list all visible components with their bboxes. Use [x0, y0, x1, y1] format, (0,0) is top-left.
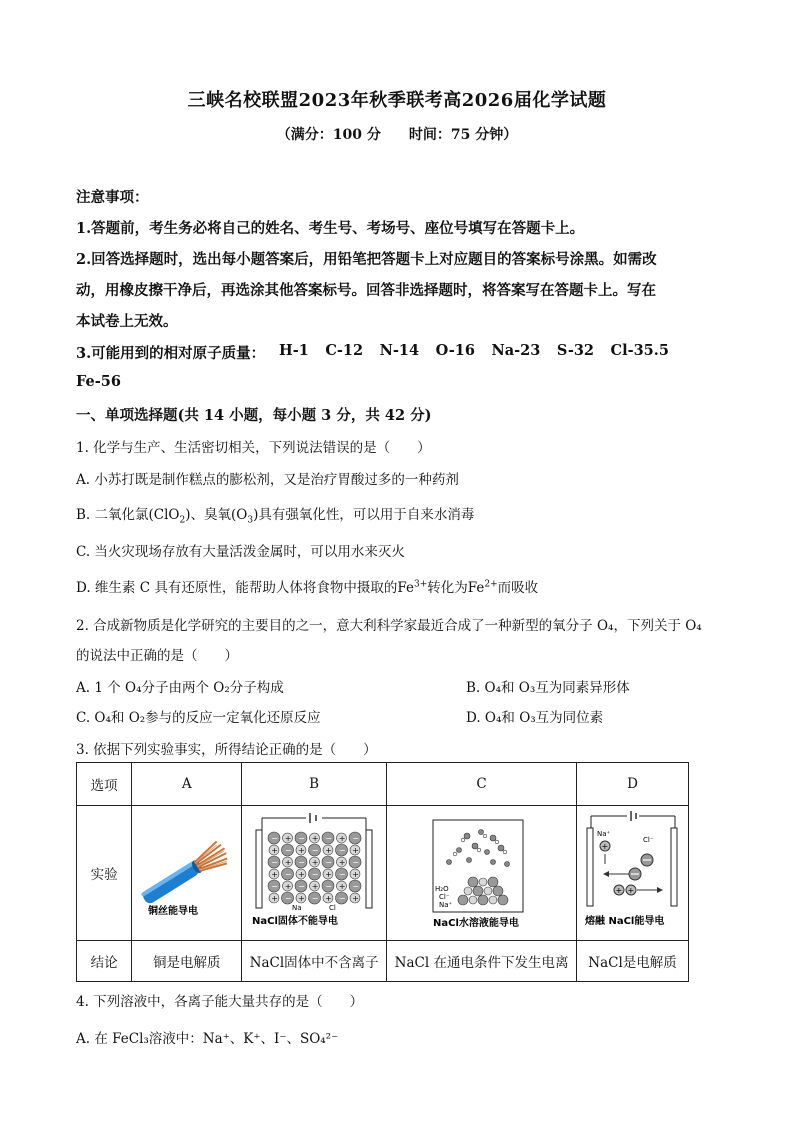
- table-header-cell: C: [387, 763, 577, 806]
- ion-lattice: [268, 832, 361, 904]
- ion-charge-sign: +: [271, 870, 279, 879]
- atomic-mass: H-1: [279, 342, 309, 359]
- ion-charge-sign: −: [271, 882, 279, 891]
- notice-item-3-label: 3.可能用到的相对原子质量：: [76, 345, 266, 362]
- ion-charge-sign: −: [311, 870, 319, 879]
- chloride-ion: [498, 895, 508, 905]
- label-cl: Cl: [329, 904, 336, 912]
- ion-charge-sign: +: [325, 846, 333, 855]
- question-3-stem: 3. 依据下列实验事实，所得结论正确的是（ ）: [76, 742, 377, 758]
- ion-charge-sign: +: [298, 894, 306, 903]
- ion-charge-sign: +: [325, 894, 333, 903]
- ion-charge-sign: +: [352, 894, 360, 903]
- label-h2o: H₂O: [434, 885, 449, 893]
- table-header-cell: D: [577, 763, 689, 806]
- chloride-ion: [468, 877, 478, 887]
- svg-text:+: +: [615, 886, 622, 895]
- ion-charge-sign: −: [325, 882, 333, 891]
- ion-charge-sign: −: [284, 870, 292, 879]
- ion-charge-sign: −: [284, 846, 292, 855]
- atomic-mass: Na-23: [491, 342, 541, 359]
- svg-text:+: +: [627, 886, 634, 895]
- question-2-stem-line-1: 2. 合成新物质是化学研究的主要目的之一，意大利科学家最近合成了一种新型的氧分子 O₄，下列关于 O₄: [76, 618, 702, 634]
- copper-wire-illustration: [134, 806, 240, 936]
- ion-charge-sign: −: [298, 834, 306, 843]
- ion-charge-sign: −: [271, 834, 279, 843]
- ion-charge-sign: +: [338, 882, 346, 891]
- ion-charge-sign: +: [311, 834, 319, 843]
- caption-a: 铜丝能导电: [147, 906, 198, 917]
- ion-charge-sign: −: [271, 858, 279, 867]
- sodium-ion: [484, 887, 492, 895]
- ion-charge-sign: −: [311, 846, 319, 855]
- ion-charge-sign: +: [284, 882, 292, 891]
- caption-c: NaCl水溶液能导电: [432, 918, 519, 929]
- ion-charge-sign: −: [338, 894, 346, 903]
- atomic-mass: O-16: [435, 342, 475, 359]
- label-cl-ion: Cl⁻: [642, 836, 654, 844]
- atomic-mass: S-32: [556, 342, 595, 359]
- page-title: 三峡名校联盟2023年秋季联考高2026届化学试题: [187, 90, 607, 111]
- ion-charge-sign: +: [298, 870, 306, 879]
- conclusion-cell: NaCl 在通电条件下发生电离: [387, 941, 577, 982]
- notice-item-1: 1.答题前，考生务必将自己的姓名、考生号、考场号、座位号填写在答题卡上。: [76, 220, 585, 237]
- question-1-stem: 1. 化学与生产、生活密切相关，下列说法错误的是（ ）: [76, 440, 431, 456]
- question-2-option-c: C. O₄和 O₂参与的反应一定氧化还原反应: [76, 710, 321, 726]
- conclusion-cell: NaCl是电解质: [577, 941, 689, 982]
- label-na-ion: Na⁺: [596, 830, 610, 838]
- sodium-ion: [464, 887, 472, 895]
- ion-charge-sign: +: [298, 846, 306, 855]
- exam-meta: （满分：100 分 时间：75 分钟）: [276, 127, 518, 143]
- question-1-option-d: D. 维生素 C 具有还原性，能帮助人体将食物中摄取的$Fe^{3+}$转化为$Fe^{2+}$而吸收: [76, 579, 539, 596]
- atomic-mass: N-14: [379, 342, 420, 359]
- notice-item-2-line-3: 本试卷上无效。: [76, 313, 178, 330]
- ion-charge-sign: −: [352, 834, 360, 843]
- table-header-cell: B: [242, 763, 387, 806]
- question-1-option-a: A. 小苏打既是制作糕点的膨松剂，又是治疗胃酸过多的一种药剂: [76, 472, 459, 488]
- sodium-ion: [489, 896, 497, 904]
- ion-charge-sign: −: [325, 834, 333, 843]
- ion-charge-sign: −: [352, 858, 360, 867]
- nacl-solution-illustration: [389, 806, 575, 936]
- ion-charge-sign: −: [352, 882, 360, 891]
- chloride-ion: [478, 895, 488, 905]
- question-2-option-a: A. 1 个 O₄分子由两个 O₂分子构成: [76, 680, 284, 696]
- question-2-option-b: B. O₄和 O₃互为同素异形体: [466, 680, 630, 696]
- ion-charge-sign: +: [352, 846, 360, 855]
- table-row: [77, 941, 689, 982]
- sodium-ion: [479, 878, 487, 886]
- table-header-cell: A: [132, 763, 242, 806]
- table-header-row: [77, 763, 689, 806]
- sodium-ion: [469, 896, 477, 904]
- nacl-solid-illustration: [244, 806, 384, 936]
- svg-text:+: +: [601, 842, 608, 851]
- molten-nacl-illustration: [579, 806, 687, 936]
- table-row: [77, 806, 689, 941]
- ion-charge-sign: +: [338, 858, 346, 867]
- table-header-cell: 选项: [77, 763, 132, 806]
- label-na-plus: Na⁺: [438, 901, 452, 909]
- question-2-stem-line-2: 的说法中正确的是（ ）: [76, 648, 238, 664]
- notice-item-2-line-2: 动，用橡皮擦干净后，再选涂其他答案标号。回答非选择题时，将答案写在答题卡上。写在: [76, 282, 656, 299]
- ion-charge-sign: +: [271, 894, 279, 903]
- label-cl-minus: Cl⁻: [438, 893, 450, 901]
- ion-charge-sign: +: [271, 846, 279, 855]
- experiment-table: [76, 762, 689, 982]
- ion-charge-sign: +: [284, 858, 292, 867]
- experiment-a-cell: [132, 806, 242, 941]
- ion-charge-sign: −: [284, 894, 292, 903]
- ion-charge-sign: −: [298, 882, 306, 891]
- row-label: 结论: [77, 941, 132, 982]
- caption-b: NaCl固体不能导电: [252, 916, 339, 927]
- experiment-b-cell: [242, 806, 387, 941]
- section-heading: 一、单项选择题(共 14 小题，每小题 3 分，共 42 分): [76, 407, 432, 424]
- row-label: 实验: [77, 806, 132, 941]
- ion-charge-sign: +: [311, 882, 319, 891]
- question-1-option-b: B. 二氧化氯(ClO$_2$)、臭氧$(O_3)$具有强氧化性，可以用于自来水消毒: [76, 507, 475, 526]
- experiment-c-cell: [387, 806, 577, 941]
- conclusion-cell: 铜是电解质: [132, 941, 242, 982]
- ion-charge-sign: +: [352, 870, 360, 879]
- ion-charge-sign: −: [298, 858, 306, 867]
- atomic-mass: C-12: [325, 342, 364, 359]
- atomic-mass-list: [279, 342, 669, 359]
- ion-charge-sign: −: [311, 894, 319, 903]
- ion-charge-sign: −: [325, 858, 333, 867]
- ion-charge-sign: −: [338, 846, 346, 855]
- notice-heading: 注意事项：: [76, 189, 149, 206]
- question-4-option-a: A. 在 FeCl₃溶液中：Na⁺、K⁺、I⁻、SO₄²⁻: [76, 1031, 339, 1047]
- question-4-stem: 4. 下列溶液中，各离子能大量共存的是（ ）: [76, 994, 364, 1010]
- notice-item-2-line-1: 2.回答选择题时，选出每小题答案后，用铅笔把答题卡上对应题目的答案标号涂黑。如需改: [76, 251, 657, 268]
- ion-charge-sign: +: [338, 834, 346, 843]
- ion-charge-sign: +: [284, 834, 292, 843]
- chloride-ion: [473, 886, 483, 896]
- atomic-mass: Cl-35.5: [610, 342, 669, 359]
- ion-charge-sign: +: [311, 858, 319, 867]
- atomic-mass: Fe-56: [76, 373, 121, 390]
- chloride-ion: [458, 895, 468, 905]
- experiment-d-cell: [577, 806, 689, 941]
- label-na: Na: [292, 904, 302, 912]
- question-1-option-c: C. 当火灾现场存放有大量活泼金属时，可以用水来灭火: [76, 544, 405, 560]
- ion-charge-sign: −: [338, 870, 346, 879]
- ion-charge-sign: +: [325, 870, 333, 879]
- conclusion-cell: NaCl固体中不含离子: [242, 941, 387, 982]
- question-2-option-d: D. O₄和 O₃互为同位素: [466, 710, 604, 726]
- chloride-ion: [493, 886, 503, 896]
- caption-d: 熔融 NaCl能导电: [584, 916, 664, 927]
- chloride-ion: [488, 877, 498, 887]
